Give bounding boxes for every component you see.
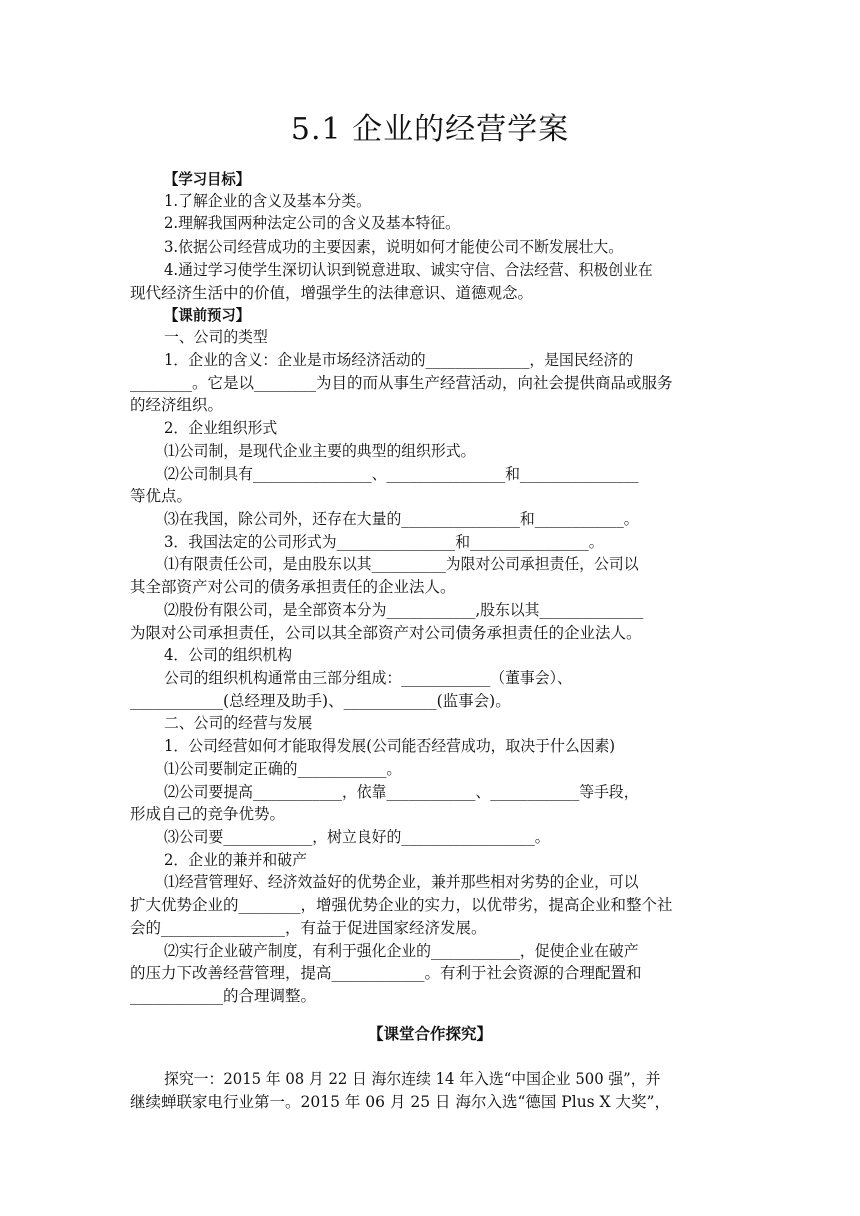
goal-item: 4.通过学习使学生深切认识到锐意进取、诚实守信、合法经营、积极创业在 [164, 261, 653, 279]
goal-item: 1.了解企业的含义及基本分类。 [164, 192, 371, 210]
preview-line: 3．我国法定的公司形式为________________和________________。 [164, 533, 604, 551]
goal-item: 2.理解我国两种法定公司的含义及基本特征。 [164, 214, 460, 232]
preview-line: 等优点。 [130, 487, 193, 505]
preview-heading: 【课前预习】 [164, 306, 251, 324]
goal-item-cont: 现代经济生活中的价值，增强学生的法律意识、道德观念。 [130, 284, 534, 302]
coop-line: 继续蝉联家电行业第一。2015 年 06 月 25 日 海尔入选“德国 Plus X 大奖”， [130, 1093, 670, 1111]
preview-line: 形成自己的竞争优势。 [130, 805, 286, 823]
preview-line: 其全部资产对公司的债务承担责任的企业法人。 [130, 578, 456, 596]
preview-line: ⑴公司要制定正确的____________。 [164, 760, 402, 778]
preview-line: 的压力下改善经营管理，提高____________。有利于社会资源的合理配置和 [130, 964, 642, 982]
preview-line: 会的________________，有益于促进国家经济发展。 [130, 919, 487, 937]
preview-line: 1．企业的含义：企业是市场经济活动的______________，是国民经济的 [164, 351, 634, 369]
preview-line: ____________(总经理及助手)、____________(监事会)。 [130, 692, 511, 710]
preview-line: 2．企业的兼并和破产 [164, 851, 307, 869]
preview-line: ________。它是以________为目的而从事生产经营活动，向社会提供商品或服务 [130, 374, 673, 392]
preview-line: 1．公司经营如何才能取得发展(公司能否经营成功，取决于什么因素) [164, 737, 616, 755]
preview-line: 一、公司的类型 [164, 328, 268, 346]
preview-line: ⑶公司要____________，树立良好的__________________。 [164, 828, 550, 846]
preview-line: ⑴经营管理好、经济效益好的优势企业，兼并那些相对劣势的企业，可以 [164, 873, 639, 891]
preview-line: ⑵公司制具有________________、________________和________________ [164, 465, 639, 483]
preview-line: ⑵股份有限公司，是全部资本分为____________,股东以其______________ [164, 601, 644, 619]
preview-line: 二、公司的经营与发展 [164, 714, 313, 732]
preview-line: 扩大优势企业的________，增强优势企业的实力，以优带劣，提高企业和整个社 [130, 896, 673, 914]
preview-line: 公司的组织机构通常由三部分组成：____________（董事会）、 [164, 669, 572, 687]
goals-heading: 【学习目标】 [164, 170, 251, 188]
goal-item: 3.依据公司经营成功的主要因素，说明如何才能使公司不断发展壮大。 [164, 238, 624, 256]
preview-line: ⑵公司要提高____________，依靠____________、____________等手段， [164, 783, 639, 801]
preview-line: ⑵实行企业破产制度，有利于强化企业的____________，促使企业在破产 [164, 942, 639, 960]
preview-line: 2．企业组织形式 [164, 419, 278, 437]
preview-line: ⑴公司制，是现代企业主要的典型的组织形式。 [164, 442, 476, 460]
preview-line: 为限对公司承担责任，公司以其全部资产对公司债务承担责任的企业法人。 [130, 624, 642, 642]
preview-line: ⑶在我国，除公司外，还存在大量的________________和____________。 [164, 510, 639, 528]
coop-line: 探究一：2015 年 08 月 22 日 海尔连续 14 年入选“中国企业 500 强”，并 [164, 1070, 661, 1088]
coop-heading: 【课堂合作探究】 [367, 1025, 492, 1043]
preview-line: ____________的合理调整。 [130, 987, 317, 1005]
document-title: 5.1 企业的经营学案 [290, 112, 570, 147]
preview-line: 的经济组织。 [130, 396, 224, 414]
preview-line: 4．公司的组织机构 [164, 646, 293, 664]
preview-line: ⑴有限责任公司，是由股东以其__________为限对公司承担责任，公司以 [164, 555, 639, 573]
